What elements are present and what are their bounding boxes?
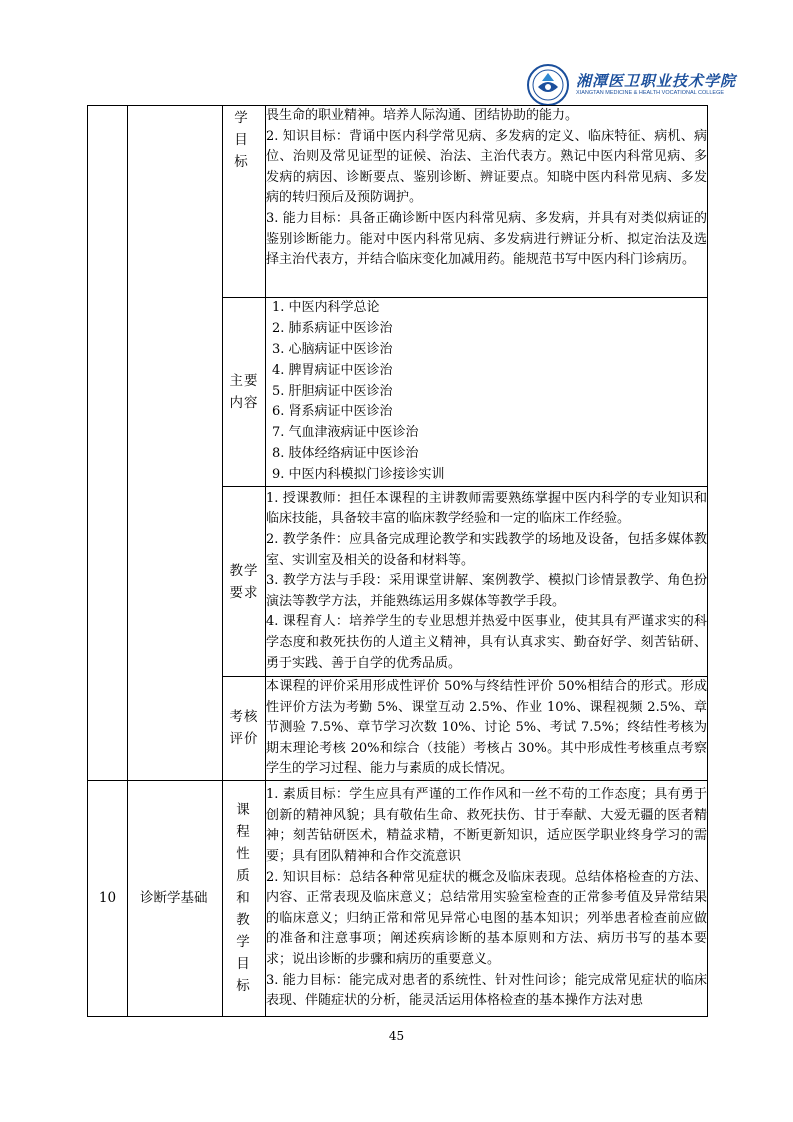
content-item: 2. 肺系病证中医诊治 (272, 321, 393, 337)
college-emblem-icon (526, 63, 570, 107)
course9-objective-3: 3. 能力目标：具备正确诊断中医内科常见病、多发病，并具有对类似病证的鉴别诊断能力。能对中医内科常见病、多发病进行辨证分析、拟定治法及选择主治代表方，并结合临床变化加减用药。能规范书写中医内科门诊病历。 (266, 210, 707, 268)
requirement-item: 3. 教学方法与手段：采用课堂讲解、案例教学、模拟门诊情景教学、角色扮演法等教学方法，并能熟练运用多媒体等教学手段。 (266, 573, 707, 609)
content-item: 8. 肢体经络病证中医诊治 (272, 445, 419, 461)
course9-requirements-label-cell (223, 487, 266, 677)
course9-assessment-label: 考核评价 (229, 709, 259, 748)
course10-name: 诊断学基础 (140, 889, 208, 906)
page-number: 45 (388, 1029, 405, 1043)
content-item: 1. 中医内科学总论 (272, 300, 380, 316)
course9-content-cell (266, 298, 708, 487)
course10-objective-2: 2. 知识目标：总结各种常见症状的概念及临床表现。总结体格检查的方法、内容、正常表现及临床意义；总结常用实验室检查的正常参考值及异常结果的临床意义；归纳正常和常见异常心电图的基本知识；列举患者检查前应做的准备和注意事项；阐述疾病诊断的基本原则和方法、病历书写的基本要求；说出诊断的步骤和病历的重要意义。 (266, 869, 707, 967)
course9-number-cell (88, 106, 128, 781)
requirement-item: 2. 教学条件：应具备完成理论教学和实践教学的场地及设备，包括多媒体教室、实训室及相关的设备和材料等。 (266, 532, 707, 568)
course9-content-label: 主要内容 (229, 373, 259, 411)
course9-assessment-label-cell (223, 677, 266, 781)
course10-label: 课程性质和教学目标 (236, 802, 256, 995)
college-logo (526, 63, 737, 107)
content-item: 3. 心脑病证中医诊治 (272, 342, 393, 357)
course10-objectives-cell (266, 780, 708, 1016)
course9-objectives-row (88, 106, 708, 298)
course10-objective-1: 1. 素质目标：学生应具有严谨的工作作风和一丝不苟的工作态度；具有勇于创新的精神风貌；具有敬佑生命、救死扶伤、甘于奉献、大爱无疆的医者精神；刻苦钻研医术，精益求精，不断更新知识，适应医学职业终身学习的需要；具有团队精神和合作交流意识 (266, 787, 707, 864)
course9-objectives-label: 学 目 标 (234, 110, 254, 170)
course9-objectives-cell (266, 106, 708, 298)
course9-assessment-cell (266, 677, 708, 781)
course10-row (88, 780, 708, 1016)
course10-objective-3: 3. 能力目标：能完成对患者的系统性、针对性问诊；能完成常见症状的临床表现、伴随症状的分析，能灵活运用体格检查的基本操作方法对患 (266, 972, 707, 1009)
course9-content-label-cell (223, 298, 266, 487)
course10-number: 10 (88, 780, 128, 1016)
college-name-en: XIANGTAN MEDICINE & HEALTH VOCATIONAL COLLEGE (576, 90, 725, 96)
college-name-cn: 湘潭医卫职业技术学院 (576, 72, 737, 90)
course9-requirements-cell (266, 487, 708, 677)
course9-objective-1: 畏生命的职业精神。培养人际沟通、团结协助的能力。 (266, 108, 579, 123)
course9-requirements-label: 教学要求 (229, 562, 259, 601)
course9-assessment-text: 本课程的评价采用形成性评价 50%与终结性评价 50%相结合的形式。形成性评价方法为考勤 5%、课堂互动 2.5%、作业 10%、课程视频 2.5%、章节测验 7.5%、章节学习次数 10%、讨论 5%、考试 7.5%；终结性考核为期末理论考核 20%和综合（技能）考核占 30%。其中形成性考核重点考察学生的学习过程、能力与素质的成长情况。 (266, 679, 707, 777)
course9-objectives-label-cell (223, 106, 266, 298)
content-item: 6. 肾系病证中医诊治 (272, 404, 393, 420)
content-item: 9. 中医内科模拟门诊接诊实训 (272, 466, 445, 482)
content-item: 4. 脾胃病证中医诊治 (272, 362, 393, 378)
course10-label-cell (223, 780, 266, 1016)
content-item: 5. 肝胆病证中医诊治 (272, 383, 393, 399)
curriculum-table (87, 105, 708, 1017)
requirement-item: 1. 授课教师：担任本课程的主讲教师需要熟练掌握中医内科学的专业知识和临床技能，具备较丰富的临床教学经验和一定的临床工作经验。 (266, 490, 707, 527)
course9-name-cell (128, 106, 223, 781)
course10-name-cell (128, 780, 223, 1016)
course9-objective-2: 2. 知识目标：背诵中医内科学常见病、多发病的定义、临床特征、病机、病位、治则及常见证型的证候、治法、主治代表方。熟记中医内科常见病、多发病的病因、诊断要点、鉴别诊断、辨证要点。知晓中医内科常见病、多发病的转归预后及预防调护。 (266, 128, 707, 206)
requirement-item: 4. 课程育人：培养学生的专业思想并热爱中医事业，使其具有严谨求实的科学态度和救死扶伤的人道主义精神，具有认真求实、勤奋好学、刻苦钻研、勇于实践、善于自学的优秀品质。 (266, 614, 707, 671)
content-item: 7. 气血津液病证中医诊治 (272, 425, 419, 441)
